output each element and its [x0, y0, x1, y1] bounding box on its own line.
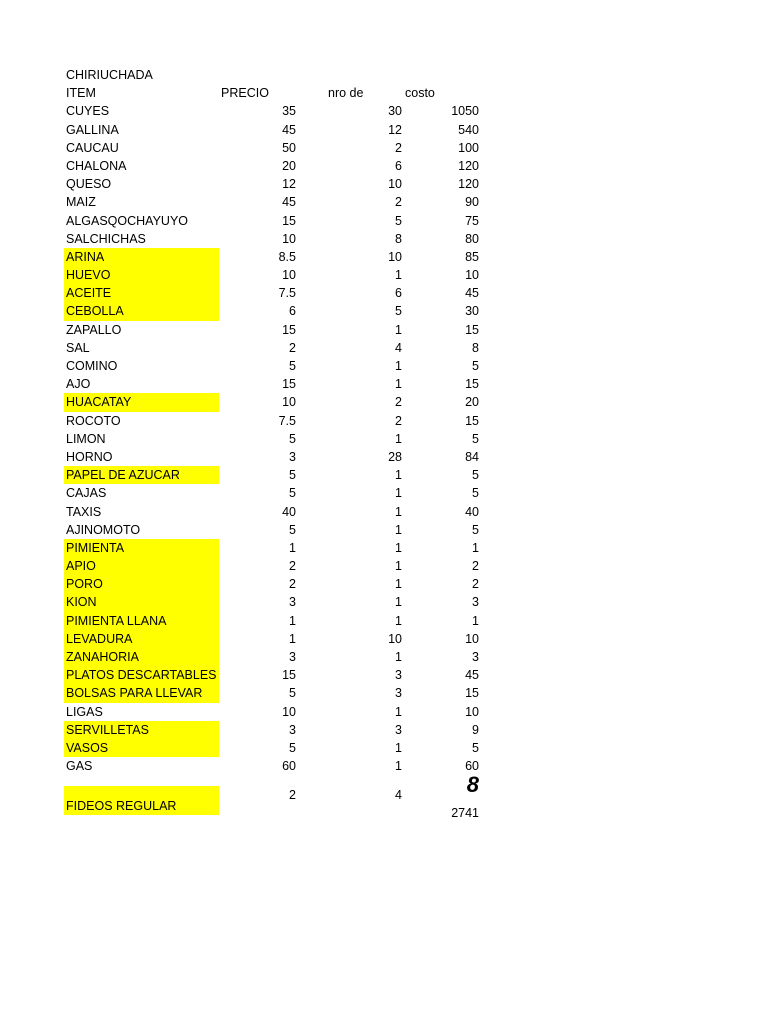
cost-cell: 1	[472, 613, 479, 628]
qty-cell: 30	[388, 104, 402, 119]
table-row	[64, 230, 484, 248]
cost-cell: 20	[465, 395, 479, 410]
qty-cell: 1	[395, 504, 402, 519]
qty-cell: 1	[395, 759, 402, 774]
cost-cell: 2	[472, 577, 479, 592]
item-cell: AJINOMOTO	[66, 522, 141, 537]
table-row	[64, 393, 484, 411]
table-row	[64, 302, 484, 320]
cost-cell: 3	[472, 650, 479, 664]
cost-cell: 2	[472, 559, 479, 574]
item-cell: LEVADURA	[64, 630, 219, 648]
price-cell: 5	[289, 740, 296, 755]
item-cell: MAIZ	[66, 195, 96, 210]
cost-cell: 5	[472, 740, 479, 755]
price-cell: 1	[289, 540, 296, 555]
item-cell: SAL	[66, 340, 90, 355]
price-cell: 2	[289, 340, 296, 355]
table-row	[64, 212, 484, 230]
item-cell: ZAPALLO	[66, 322, 122, 337]
table-body	[64, 102, 484, 775]
cost-cell: 3	[472, 595, 479, 610]
cost-cell: 10	[465, 631, 479, 646]
cost-cell: 5	[472, 486, 479, 501]
cost-cell: 10	[465, 268, 479, 283]
item-cell: LIGAS	[66, 704, 103, 719]
table-row	[64, 321, 484, 339]
header-cost: costo	[405, 86, 435, 101]
price-cell: 45	[282, 195, 296, 210]
cost-cell: 15	[465, 686, 479, 701]
qty-cell: 3	[395, 668, 402, 683]
item-cell: CAJAS	[66, 486, 107, 501]
item-cell: PIMIENTA	[64, 539, 219, 557]
qty-cell: 1	[395, 595, 402, 610]
item-cell: COMINO	[66, 359, 118, 373]
price-cell: 2	[289, 577, 296, 592]
qty-cell: 1	[395, 522, 402, 537]
cost-cell: 1	[472, 540, 479, 555]
price-cell: 5	[289, 431, 296, 446]
item-cell: ROCOTO	[66, 413, 121, 428]
table-row	[64, 703, 484, 721]
qty-cell: 3	[395, 686, 402, 701]
cost-cell: 90	[465, 195, 479, 210]
cost-cell: 15	[465, 413, 479, 428]
price-cell: 2	[289, 559, 296, 574]
qty-cell: 6	[395, 158, 402, 173]
item-cell: PLATOS DESCARTABLES	[64, 666, 219, 684]
sheet-title: CHIRIUCHADA	[66, 68, 153, 82]
price-cell: 3	[289, 595, 296, 610]
price-cell: 5	[289, 686, 296, 701]
item-cell: CEBOLLA	[64, 302, 219, 320]
table-row	[64, 557, 484, 575]
header-row	[64, 84, 484, 102]
qty-cell: 1	[395, 377, 402, 392]
price-cell: 8.5	[278, 249, 296, 264]
item-cell: HUACATAY	[64, 393, 219, 411]
cost-cell: 75	[465, 213, 479, 228]
qty-cell: 1	[395, 559, 402, 574]
qty-cell: 10	[388, 249, 402, 264]
header-item: ITEM	[66, 86, 96, 101]
qty-cell: 1	[395, 740, 402, 755]
qty-cell: 1	[395, 431, 402, 446]
cost-cell: 30	[465, 304, 479, 319]
price-cell: 10	[282, 395, 296, 410]
cost-cell: 120	[458, 177, 479, 192]
table-row	[64, 266, 484, 284]
last-item-label: FIDEOS REGULAR	[66, 799, 177, 814]
item-cell: QUESO	[66, 177, 112, 192]
cost-cell: 1050	[451, 104, 479, 119]
qty-cell: 5	[395, 304, 402, 319]
qty-cell: 1	[395, 486, 402, 501]
cost-cell: 85	[465, 249, 479, 264]
price-cell: 1	[289, 631, 296, 646]
item-cell: PAPEL DE AZUCAR	[64, 466, 219, 484]
item-cell: TAXIS	[66, 504, 102, 519]
table-row	[64, 503, 484, 521]
qty-cell: 1	[395, 613, 402, 628]
last-qty-cell: 4	[395, 788, 402, 803]
table-row	[64, 721, 484, 739]
table-row	[64, 375, 484, 393]
table-row	[64, 521, 484, 539]
price-cell: 5	[289, 486, 296, 501]
table-row	[64, 157, 484, 175]
qty-cell: 1	[395, 468, 402, 483]
item-cell: KION	[64, 593, 219, 611]
price-cell: 15	[282, 377, 296, 392]
table-row	[64, 575, 484, 593]
price-cell: 1	[289, 613, 296, 628]
table-row	[64, 412, 484, 430]
price-cell: 45	[282, 122, 296, 137]
table-row	[64, 666, 484, 684]
qty-cell: 8	[395, 231, 402, 246]
total-row	[64, 804, 484, 822]
cost-cell: 540	[458, 122, 479, 137]
cost-cell: 80	[465, 231, 479, 246]
qty-cell: 12	[388, 122, 402, 137]
price-cell: 5	[289, 359, 296, 373]
item-cell: ACEITE	[64, 284, 219, 302]
price-cell: 50	[282, 140, 296, 155]
qty-cell: 2	[395, 413, 402, 428]
item-cell: ZANAHORIA	[64, 648, 219, 666]
qty-cell: 1	[395, 577, 402, 592]
item-cell: ALGASQOCHAYUYO	[66, 213, 189, 228]
price-cell: 5	[289, 522, 296, 537]
table-row	[64, 248, 484, 266]
item-cell: GAS	[66, 759, 93, 774]
item-cell: VASOS	[64, 739, 219, 757]
qty-cell: 1	[395, 704, 402, 719]
qty-cell: 6	[395, 286, 402, 301]
item-cell: SERVILLETAS	[64, 721, 219, 739]
table-row	[64, 430, 484, 448]
price-cell: 5	[289, 468, 296, 483]
qty-cell: 1	[395, 322, 402, 337]
table-row	[64, 175, 484, 193]
qty-cell: 1	[395, 650, 402, 664]
item-cell: GALLINA	[66, 122, 119, 137]
price-cell: 60	[282, 759, 296, 774]
cost-cell: 5	[472, 522, 479, 537]
price-cell: 7.5	[278, 286, 296, 301]
qty-cell: 1	[395, 540, 402, 555]
table-row	[64, 593, 484, 611]
last-cost-cell: 8	[466, 772, 479, 798]
table-row	[64, 684, 484, 702]
cost-cell: 5	[472, 431, 479, 446]
cost-cell: 120	[458, 158, 479, 173]
qty-cell: 2	[395, 195, 402, 210]
qty-cell: 10	[388, 631, 402, 646]
cost-cell: 5	[472, 468, 479, 483]
price-cell: 20	[282, 158, 296, 173]
price-cell: 3	[289, 449, 296, 464]
table-row	[64, 339, 484, 357]
cost-cell: 5	[472, 359, 479, 373]
price-cell: 12	[282, 177, 296, 192]
item-cell: AJO	[66, 377, 91, 392]
qty-cell: 10	[388, 177, 402, 192]
table-row	[64, 284, 484, 302]
item-cell: SALCHICHAS	[66, 231, 146, 246]
price-cell: 10	[282, 231, 296, 246]
cost-cell: 45	[465, 286, 479, 301]
cost-cell: 15	[465, 377, 479, 392]
table-row	[64, 466, 484, 484]
table-row	[64, 630, 484, 648]
qty-cell: 4	[395, 340, 402, 355]
table-row	[64, 193, 484, 211]
cost-cell: 84	[465, 449, 479, 464]
price-cell: 7.5	[278, 413, 296, 428]
table-row	[64, 612, 484, 630]
total-cost-cell: 2741	[451, 806, 479, 821]
table-row	[64, 539, 484, 557]
item-cell: APIO	[64, 557, 219, 575]
qty-cell: 1	[395, 359, 402, 373]
qty-cell: 5	[395, 213, 402, 228]
spreadsheet	[64, 66, 484, 822]
table-row	[64, 739, 484, 757]
item-cell: LIMON	[66, 431, 106, 446]
price-cell: 3	[289, 722, 296, 737]
qty-cell: 1	[395, 268, 402, 283]
qty-cell: 2	[395, 140, 402, 155]
price-cell: 15	[282, 322, 296, 337]
price-cell: 15	[282, 668, 296, 683]
table-row	[64, 648, 484, 666]
cost-cell: 45	[465, 668, 479, 683]
cost-cell: 9	[472, 722, 479, 737]
qty-cell: 3	[395, 722, 402, 737]
cost-cell: 8	[472, 340, 479, 355]
price-cell: 15	[282, 213, 296, 228]
table-row	[64, 484, 484, 502]
qty-cell: 28	[388, 449, 402, 464]
price-cell: 10	[282, 704, 296, 719]
item-cell: BOLSAS PARA LLEVAR	[64, 684, 219, 702]
cost-cell: 15	[465, 322, 479, 337]
item-cell: CHALONA	[66, 158, 127, 173]
cost-cell: 10	[465, 704, 479, 719]
table-row	[64, 357, 484, 375]
table-row	[64, 102, 484, 120]
title-row	[64, 66, 484, 84]
item-cell: ARINA	[64, 248, 219, 266]
price-cell: 35	[282, 104, 296, 119]
last-price-cell: 2	[289, 788, 296, 803]
cost-cell: 60	[465, 759, 479, 774]
item-cell: HUEVO	[64, 266, 219, 284]
price-cell: 3	[289, 650, 296, 664]
qty-cell: 2	[395, 395, 402, 410]
table-row	[64, 448, 484, 466]
cost-cell: 100	[458, 140, 479, 155]
price-cell: 40	[282, 504, 296, 519]
item-cell: CAUCAU	[66, 140, 119, 155]
price-cell: 10	[282, 268, 296, 283]
item-cell: CUYES	[66, 104, 110, 119]
item-cell: PIMIENTA LLANA	[64, 612, 219, 630]
cost-cell: 40	[465, 504, 479, 519]
header-price: PRECIO	[221, 86, 269, 101]
price-cell: 6	[289, 304, 296, 319]
table-row	[64, 121, 484, 139]
item-cell: HORNO	[66, 449, 113, 464]
table-row	[64, 139, 484, 157]
header-qty: nro de	[328, 86, 364, 101]
item-cell: PORO	[64, 575, 219, 593]
